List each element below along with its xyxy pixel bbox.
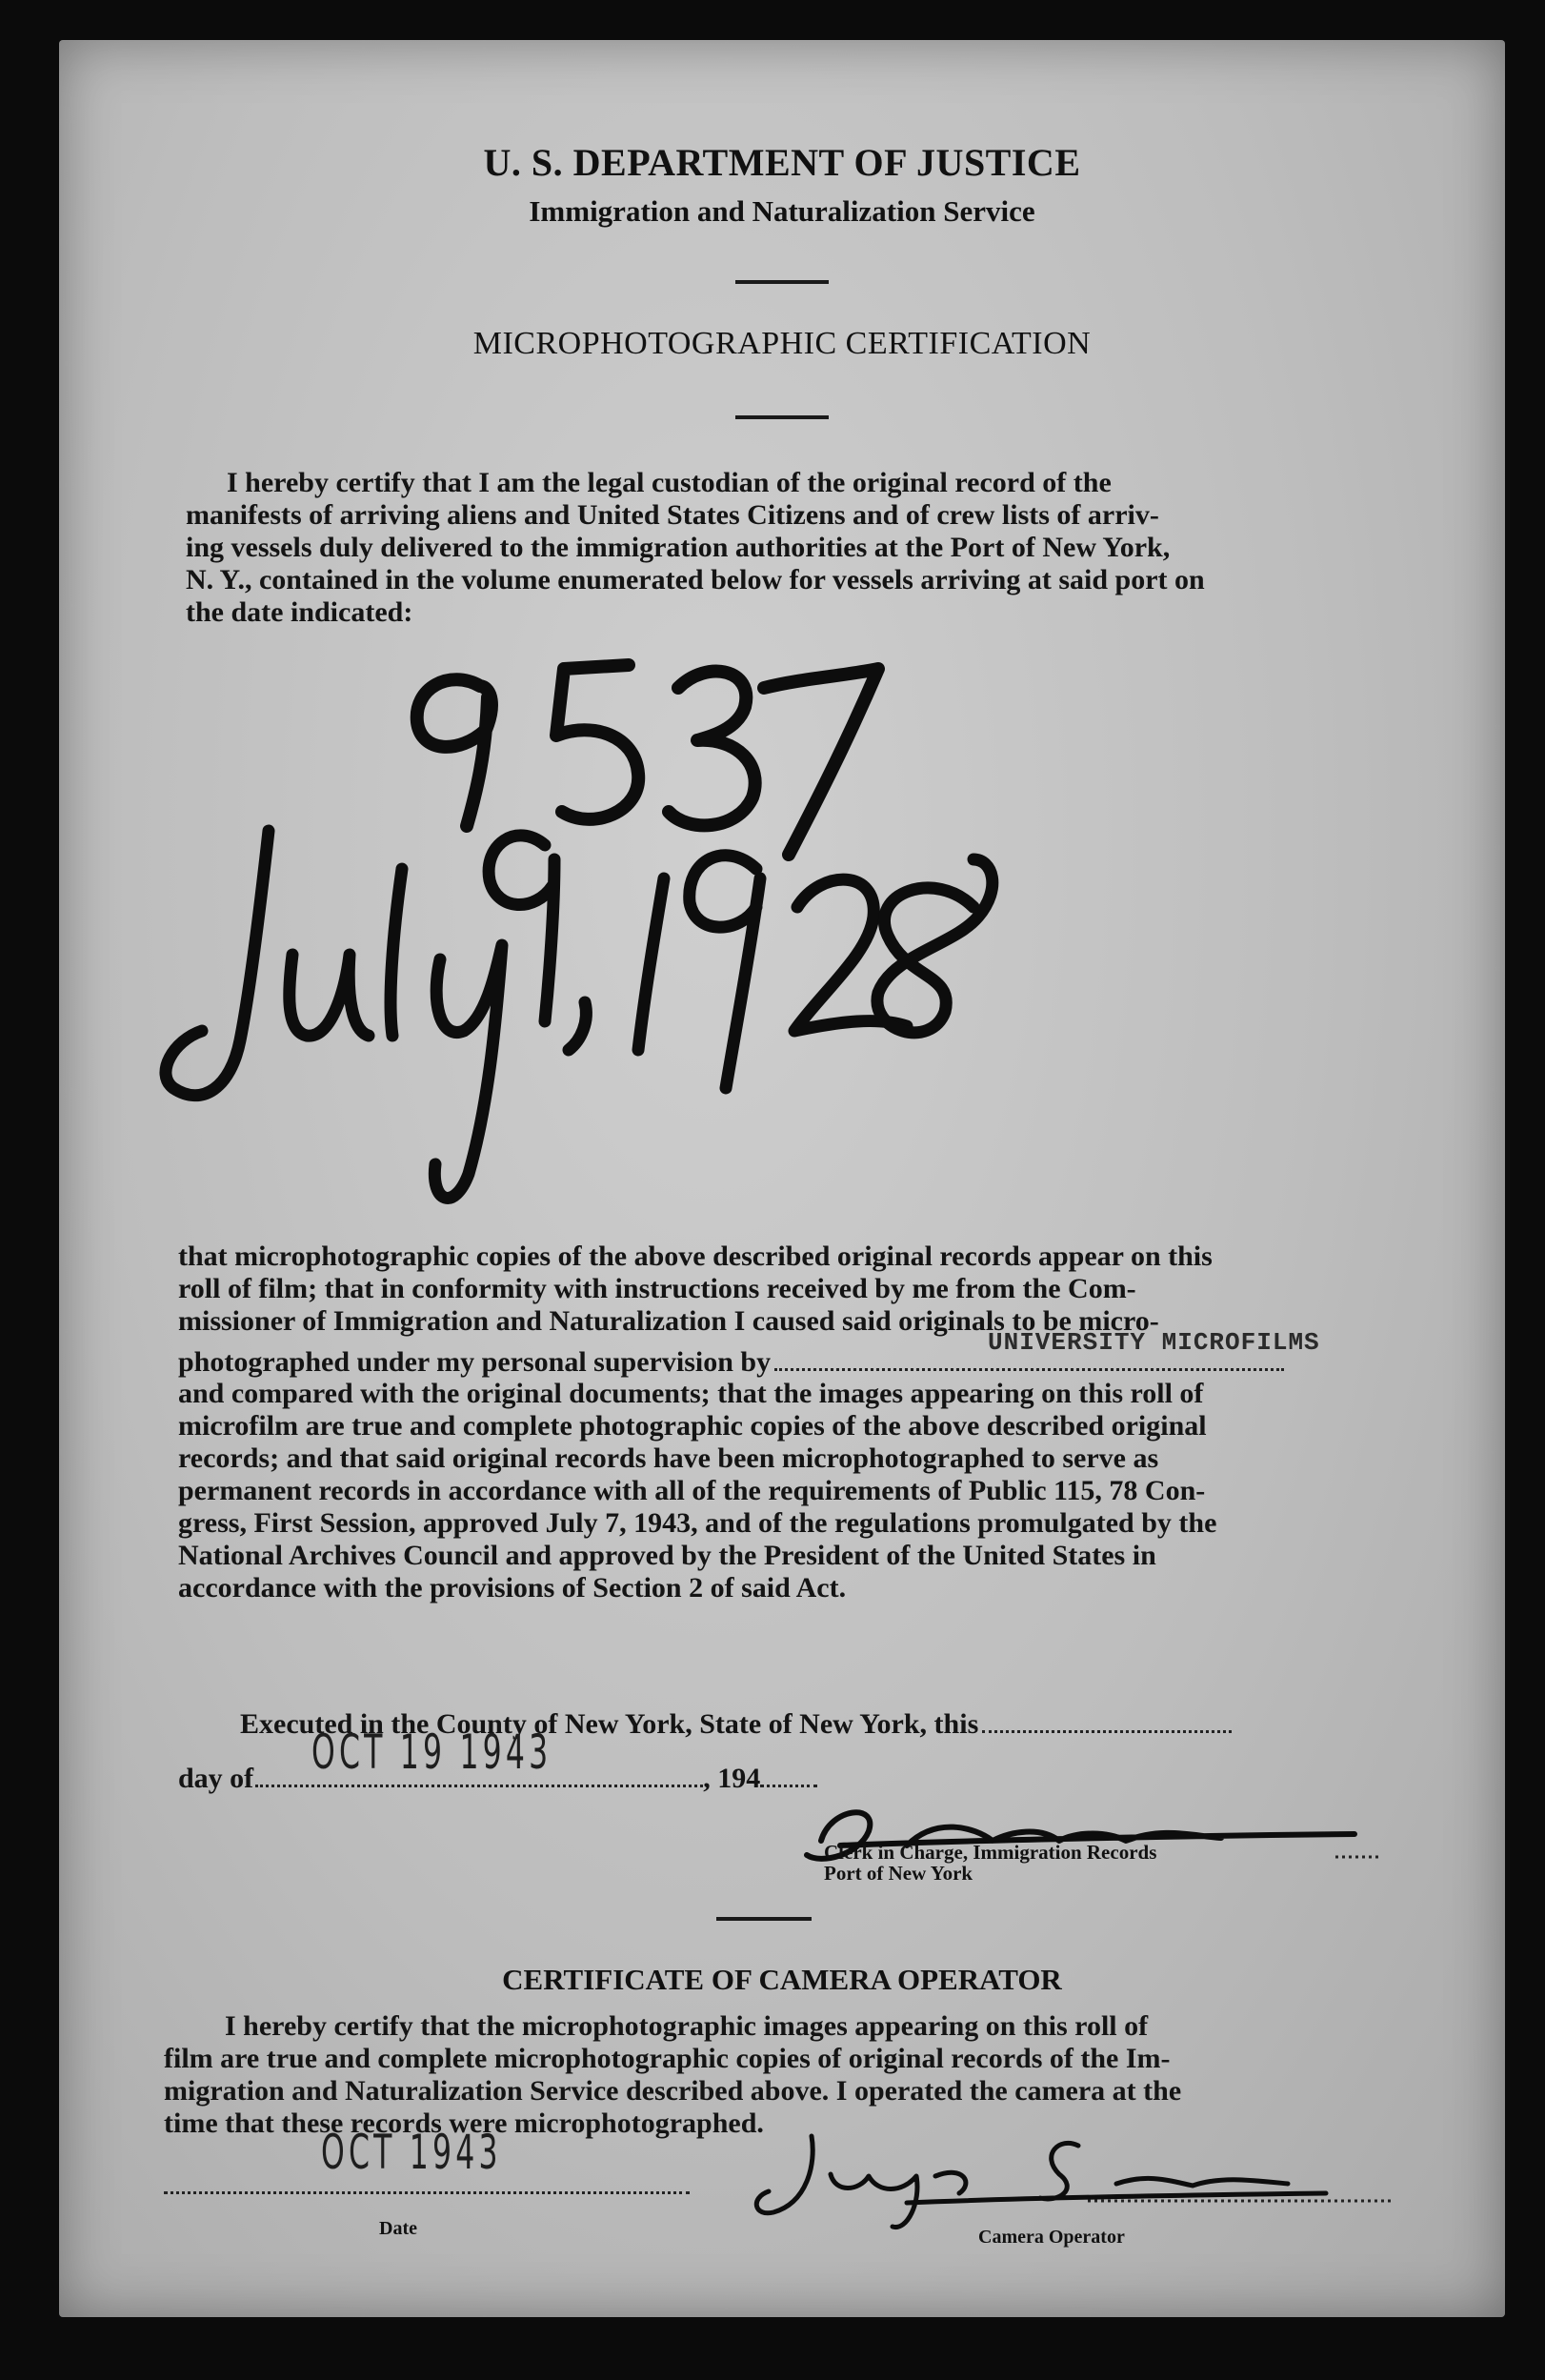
paragraph-line: time that these records were microphotographed. — [164, 2108, 764, 2139]
clerk-location: Port of New York — [824, 1862, 973, 1885]
body-paragraph — [178, 1240, 1428, 1604]
supervision-label: photographed under my personal supervision by — [178, 1346, 772, 1378]
paragraph-line: I hereby certify that I am the legal custodian of the original record of the — [227, 467, 1112, 498]
paragraph-line: and compared with the original documents; that the images appearing on this roll of — [178, 1378, 1204, 1409]
execution-text: Executed in the County of New York, State of New York, this — [240, 1708, 979, 1740]
custodian-paragraph — [186, 467, 1434, 629]
paragraph-line: gress, First Session, approved July 7, 1943, and of the regulations promulgated by the — [178, 1507, 1217, 1539]
date-label: Date — [379, 2218, 417, 2239]
paragraph-line: N. Y., contained in the volume enumerated below for vessels arriving at said port on — [186, 564, 1205, 595]
paragraph-line: roll of film; that in conformity with instructions received by me from the Com- — [178, 1273, 1136, 1304]
handwritten-volume-date — [116, 631, 1450, 1221]
certificate-sheet — [59, 40, 1505, 2317]
year-prefix: , 194 — [703, 1763, 761, 1794]
paragraph-line: film are true and complete microphotographic copies of original records of the Im- — [164, 2043, 1171, 2074]
date-line — [164, 2191, 690, 2194]
paragraph-line: manifests of arriving aliens and United States Citizens and of crew lists of arriv- — [186, 499, 1159, 531]
supervision-line — [178, 1328, 1428, 1378]
year-blank — [760, 1760, 817, 1787]
camera-operator-signature — [716, 2108, 1402, 2241]
camera-operator-label: Camera Operator — [978, 2227, 1125, 2248]
paragraph-line: accordance with the provisions of Section 2 of said Act. — [178, 1572, 847, 1603]
certification-title: MICROPHOTOGRAPHIC CERTIFICATION — [472, 326, 1092, 361]
service-subheading: Immigration and Naturalization Service — [529, 194, 1035, 228]
paragraph-line: records; and that said original records have been microphotographed to serve as — [178, 1442, 1159, 1474]
divider — [716, 1917, 812, 1921]
day-blank — [982, 1705, 1232, 1733]
clerk-title: Clerk in Charge, Immigration Records — [824, 1841, 1157, 1864]
microfilm-company: UNIVERSITY MICROFILMS — [988, 1328, 1320, 1357]
paragraph-line: I hereby certify that the microphotographic images appearing on this roll of — [225, 2010, 1149, 2042]
paragraph-line: that microphotographic copies of the above described original records appear on this — [178, 1240, 1213, 1272]
paragraph-line: ing vessels duly delivered to the immigration authorities at the Port of New York, — [186, 532, 1171, 563]
department-heading: U. S. DEPARTMENT OF JUSTICE — [483, 141, 1081, 184]
operator-stamped-date: OCT 1943 — [321, 2125, 502, 2180]
paragraph-line: microfilm are true and complete photographic copies of the above described original — [178, 1410, 1207, 1442]
camera-operator-title: CERTIFICATE OF CAMERA OPERATOR — [502, 1963, 1062, 1996]
divider — [735, 415, 829, 419]
paragraph-line: migration and Naturalization Service described above. I operated the camera at the — [164, 2075, 1182, 2107]
divider — [735, 280, 829, 284]
stamped-date: OCT 19 1943 — [311, 1724, 552, 1780]
day-of-label: day of — [178, 1763, 254, 1794]
paragraph-line: permanent records in accordance with all of the requirements of Public 115, 78 Con- — [178, 1475, 1206, 1506]
paragraph-line: the date indicated: — [186, 596, 413, 628]
paragraph-line: missioner of Immigration and Naturalization I caused said originals to be micro- — [178, 1305, 1159, 1337]
paragraph-line: National Archives Council and approved by the President of the United States in — [178, 1540, 1156, 1571]
